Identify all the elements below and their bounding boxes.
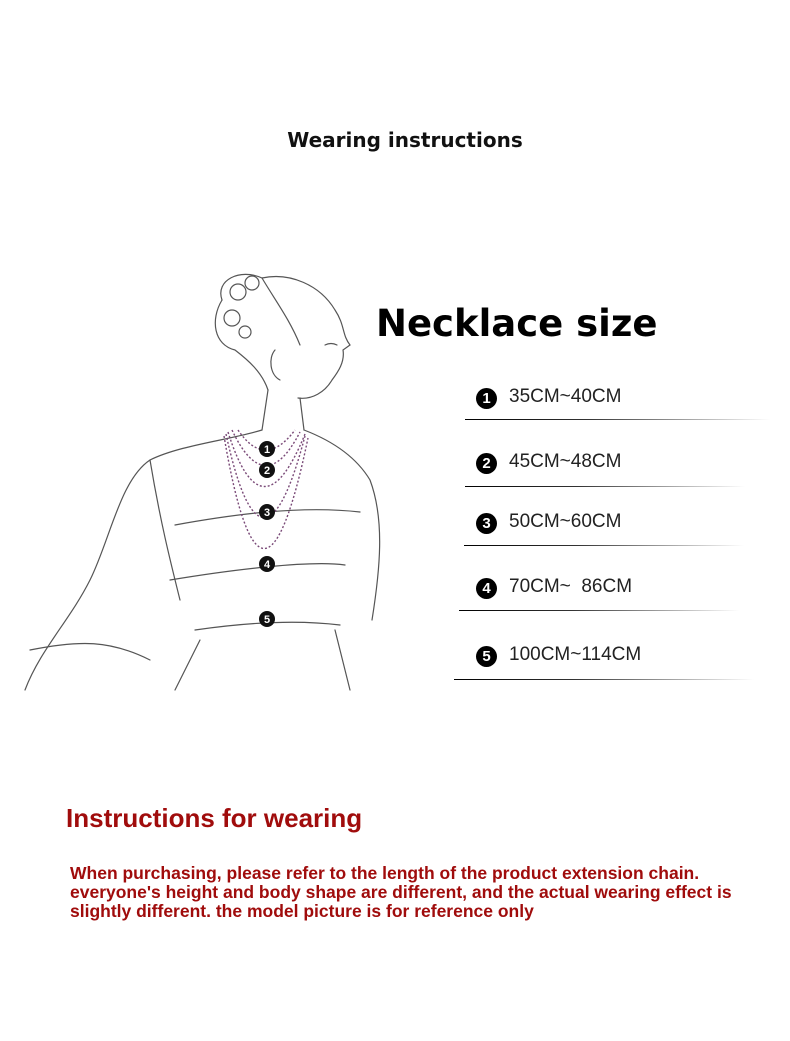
necklace-marker-4: 4 xyxy=(263,559,271,571)
page-title: Wearing instructions xyxy=(287,128,523,152)
divider xyxy=(465,419,770,420)
necklace-marker-3: 3 xyxy=(263,507,271,519)
necklace-size-title: Necklace size xyxy=(376,302,658,345)
size-range: 70CM~ 86CM xyxy=(509,576,633,597)
number-badge-icon: 1 xyxy=(476,388,497,409)
divider xyxy=(454,679,754,680)
divider xyxy=(459,610,739,611)
divider xyxy=(464,545,744,546)
number-badge-icon: 2 xyxy=(476,453,497,474)
size-range: 35CM~40CM xyxy=(509,386,622,407)
necklace-marker-2: 2 xyxy=(263,465,271,477)
necklace-marker-5: 5 xyxy=(263,614,271,626)
size-range: 100CM~114CM xyxy=(509,644,642,665)
size-range: 50CM~60CM xyxy=(509,511,622,532)
necklace-marker-1: 1 xyxy=(263,444,271,456)
instructions-text: When purchasing, please refer to the length of the product extension chain. everyone's height and body shape are different, and the actual wearing effect is slightly different. the model picture is for reference only xyxy=(70,863,732,921)
woman-necklace-illustration xyxy=(10,260,430,700)
number-badge-icon: 4 xyxy=(476,578,497,599)
instructions-heading: Instructions for wearing xyxy=(66,803,363,833)
number-badge-icon: 3 xyxy=(476,513,497,534)
number-badge-icon: 5 xyxy=(476,646,497,667)
size-range: 45CM~48CM xyxy=(509,451,622,472)
divider xyxy=(465,486,745,487)
